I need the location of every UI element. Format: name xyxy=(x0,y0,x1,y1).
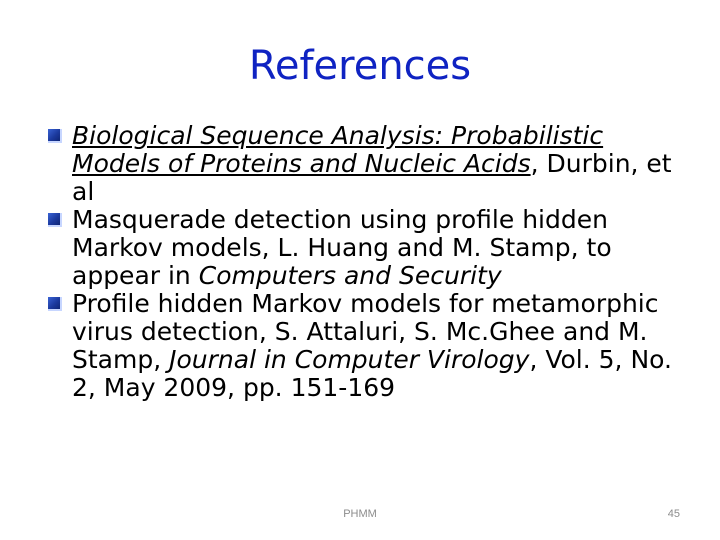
list-item xyxy=(48,206,698,290)
page-title: References xyxy=(248,43,472,89)
footer-label: PHMM xyxy=(343,508,377,520)
page-number: 45 xyxy=(667,508,680,520)
reference-text: Profile hidden Markov models for metamorphic virus detection, S. Attaluri, S. Mc.Ghee and M. Stamp, xyxy=(72,289,659,374)
bullet-icon xyxy=(48,297,62,311)
reference-list xyxy=(48,122,698,402)
list-item xyxy=(48,290,698,402)
reference-venue: Journal in Computer Virology xyxy=(169,345,530,374)
reference-details: , Vol. 5, No. 2, May 2009, pp. 151-169 xyxy=(72,345,672,402)
reference-text: Masquerade detection using profile hidden Markov models, L. Huang and M. Stamp, to appear in xyxy=(72,205,612,290)
list-item xyxy=(48,122,698,206)
bullet-icon xyxy=(48,129,62,143)
reference-authors: Durbin, et al xyxy=(72,149,672,206)
bullet-icon xyxy=(48,213,62,227)
reference-punct: , xyxy=(530,149,539,178)
reference-title: Biological Sequence Analysis: Probabilistic Models of Proteins and Nucleic Acids xyxy=(72,121,604,178)
reference-venue: Computers and Security xyxy=(198,261,502,290)
